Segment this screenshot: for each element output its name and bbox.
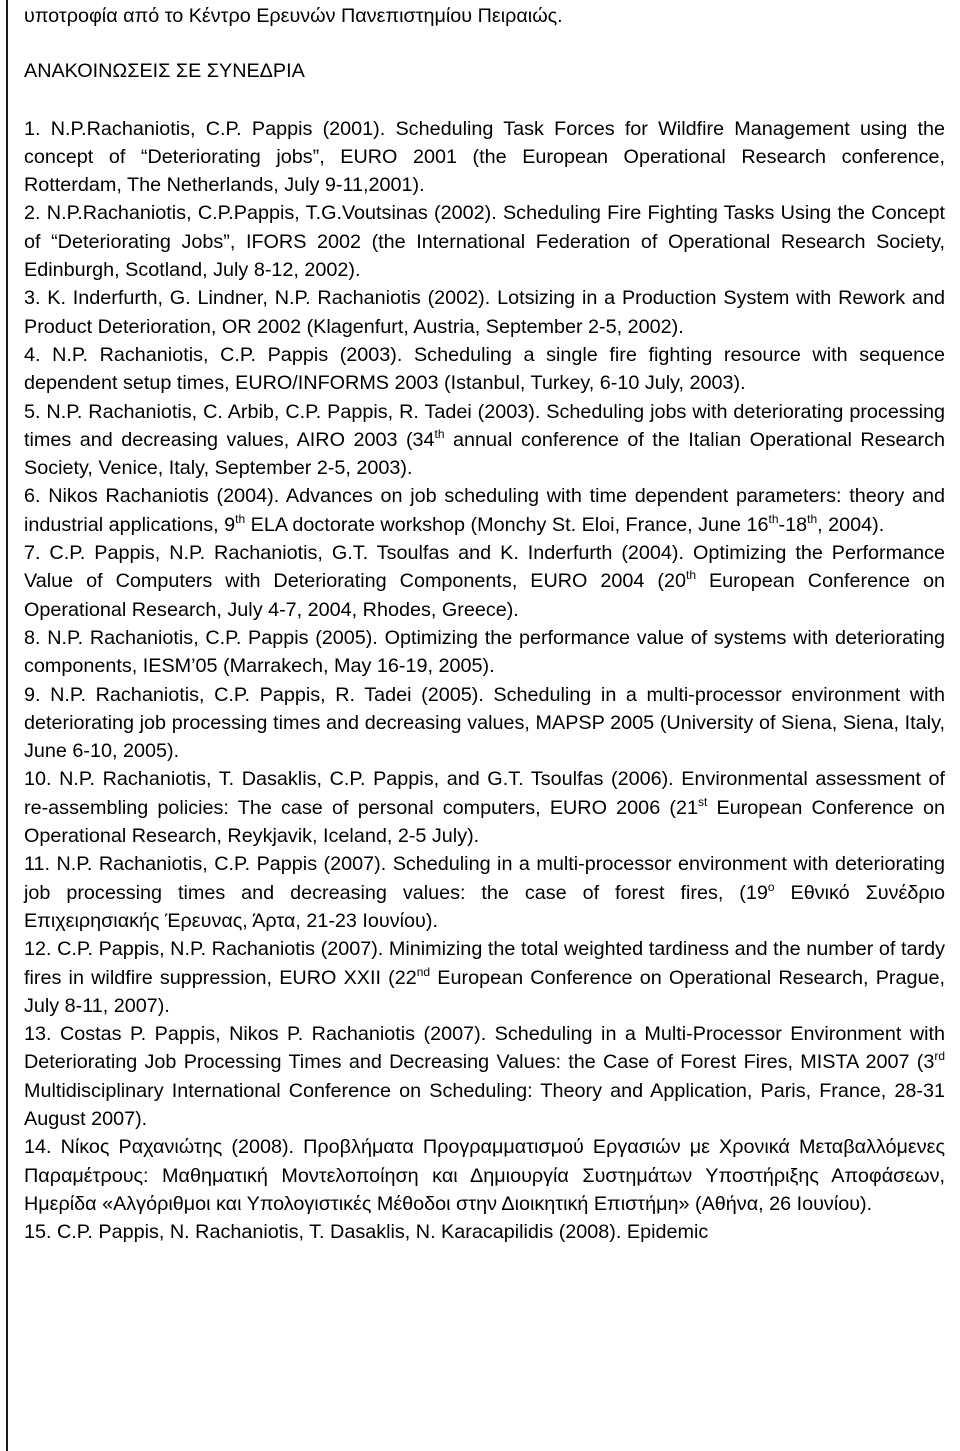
document-page [24,2,945,1246]
superscript: th [685,568,696,583]
superscript: th [434,426,445,441]
list-item: 15. C.P. Pappis, N. Rachaniotis, T. Dasaklis, N. Karacapilidis (2008). Epidemic [24,1221,709,1244]
list-item: 6. Nikos Rachaniotis (2004). Advances on job scheduling with time dependent parameters: theory and industrial applications, 9th ELA doctorate workshop (Monchy St. Eloi, France, June 16th-18th, 2004). [24,485,945,536]
list-item: 9. N.P. Rachaniotis, C.P. Pappis, R. Tadei (2005). Scheduling in a multi-processor environment with deteriorating job processing times and decreasing values, MAPSP 2005 (University of Siena, Siena, Italy, June 6-10, 2005). [24,683,945,763]
superscript: nd [416,964,431,979]
list-item: 13. Costas P. Pappis, Nikos P. Rachaniotis (2007). Scheduling in a Multi-Processor Environment with Deteriorating Job Processing Times and Decreasing Values: the Case of Forest Fires, MISTA 2007 (3rd Multidisciplinary International Conference on Scheduling: Theory and Application, Paris, France, 28-31 August 2007). [24,1023,945,1130]
superscript: th [235,511,246,526]
intro-line: υποτροφία από το Κέντρο Ερευνών Πανεπιστημίου Πειραιώς. [24,5,563,27]
list-item: 3. K. Inderfurth, G. Lindner, N.P. Rachaniotis (2002). Lotsizing in a Production System with Rework and Product Deterioration, OR 2002 (Klagenfurt, Austria, September 2-5, 2002). [24,287,945,338]
left-margin-rule [6,0,8,1451]
superscript: st [697,794,708,809]
list-item: 8. N.P. Rachaniotis, C.P. Pappis (2005). Optimizing the performance value of systems with deteriorating components, IESM’05 (Marrakech, May 16-19, 2005). [24,626,945,678]
conference-list [24,115,945,1247]
list-item: 2. N.P.Rachaniotis, C.P.Pappis, T.G.Voutsinas (2002). Scheduling Fire Fighting Tasks Using the Concept of “Deteriorating Jobs”, IFORS 2002 (the International Federation of Operational Research Society, Edinburgh, Scotland, July 8-12, 2002). [24,202,945,282]
list-item: 12. C.P. Pappis, N.P. Rachaniotis (2007). Minimizing the total weighted tardiness and the number of tardy fires in wildfire suppression, EURO XXII (22nd European Conference on Operational Research, Prague, July 8-11, 2007). [24,938,945,1017]
superscript: th [768,511,779,526]
list-item: 1. N.P.Rachaniotis, C.P. Pappis (2001). Scheduling Task Forces for Wildfire Management using the concept of “Deteriorating jobs”, EURO 2001 (the European Operational Research conference, Rotterdam, The Netherlands, July 9-11,2001). [24,117,945,197]
section-heading: ΑΝΑΚΟΙΝΩΣΕΙΣ ΣΕ ΣΥΝΕΔΡΙΑ [24,60,305,83]
superscript: ο [767,879,775,894]
superscript: rd [934,1049,945,1064]
superscript: th [807,511,818,526]
list-item: 5. N.P. Rachaniotis, C. Arbib, C.P. Pappis, R. Tadei (2003). Scheduling jobs with deteriorating processing times and decreasing values, AIRO 2003 (34th annual conference of the Italian Operational Research Society, Venice, Italy, September 2-5, 2003). [24,400,945,480]
list-item: 7. C.P. Pappis, N.P. Rachaniotis, G.T. Tsoulfas and K. Inderfurth (2004). Optimizing the Performance Value of Computers with Deteriorating Components, EURO 2004 (20th European Conference on Operational Research, July 4-7, 2004, Rhodes, Greece). [24,542,945,621]
list-item: 14. Νίκος Ραχανιώτης (2008). Προβλήματα Προγραμματισμού Εργασιών με Χρονικά Μεταβαλλόμενες Παραμέτρους: Μαθηματική Μοντελοποίηση και Δημιουργία Συστημάτων Υποστήριξης Αποφάσεων, Ημερίδα «Αλγόριθμοι και Υπολογιστικές Μέθοδοι στην Διοικητική Επιστήμη» (Αθήνα, 26 Ιουνίου). [24,1136,945,1215]
list-item: 11. N.P. Rachaniotis, C.P. Pappis (2007). Scheduling in a multi-processor environment with deteriorating job processing times and decreasing values: the case of forest fires, ($19^o$ Εθνικό Συνέδριο Επιχειρησιακής Έρευνας, Άρτα, 21-23 Ιουνίου). [24,853,945,932]
list-item: 10. N.P. Rachaniotis, T. Dasaklis, C.P. Pappis, and G.T. Tsoulfas (2006). Environmental assessment of re-assembling policies: The case of personal computers, EURO 2006 (21st European Conference on Operational Research, Reykjavik, Iceland, 2-5 July). [24,768,945,848]
list-item: 4. N.P. Rachaniotis, C.P. Pappis (2003). Scheduling a single fire fighting resource with sequence dependent setup times, EURO/INFORMS 2003 (Istanbul, Turkey, 6-10 July, 2003). [24,343,945,395]
